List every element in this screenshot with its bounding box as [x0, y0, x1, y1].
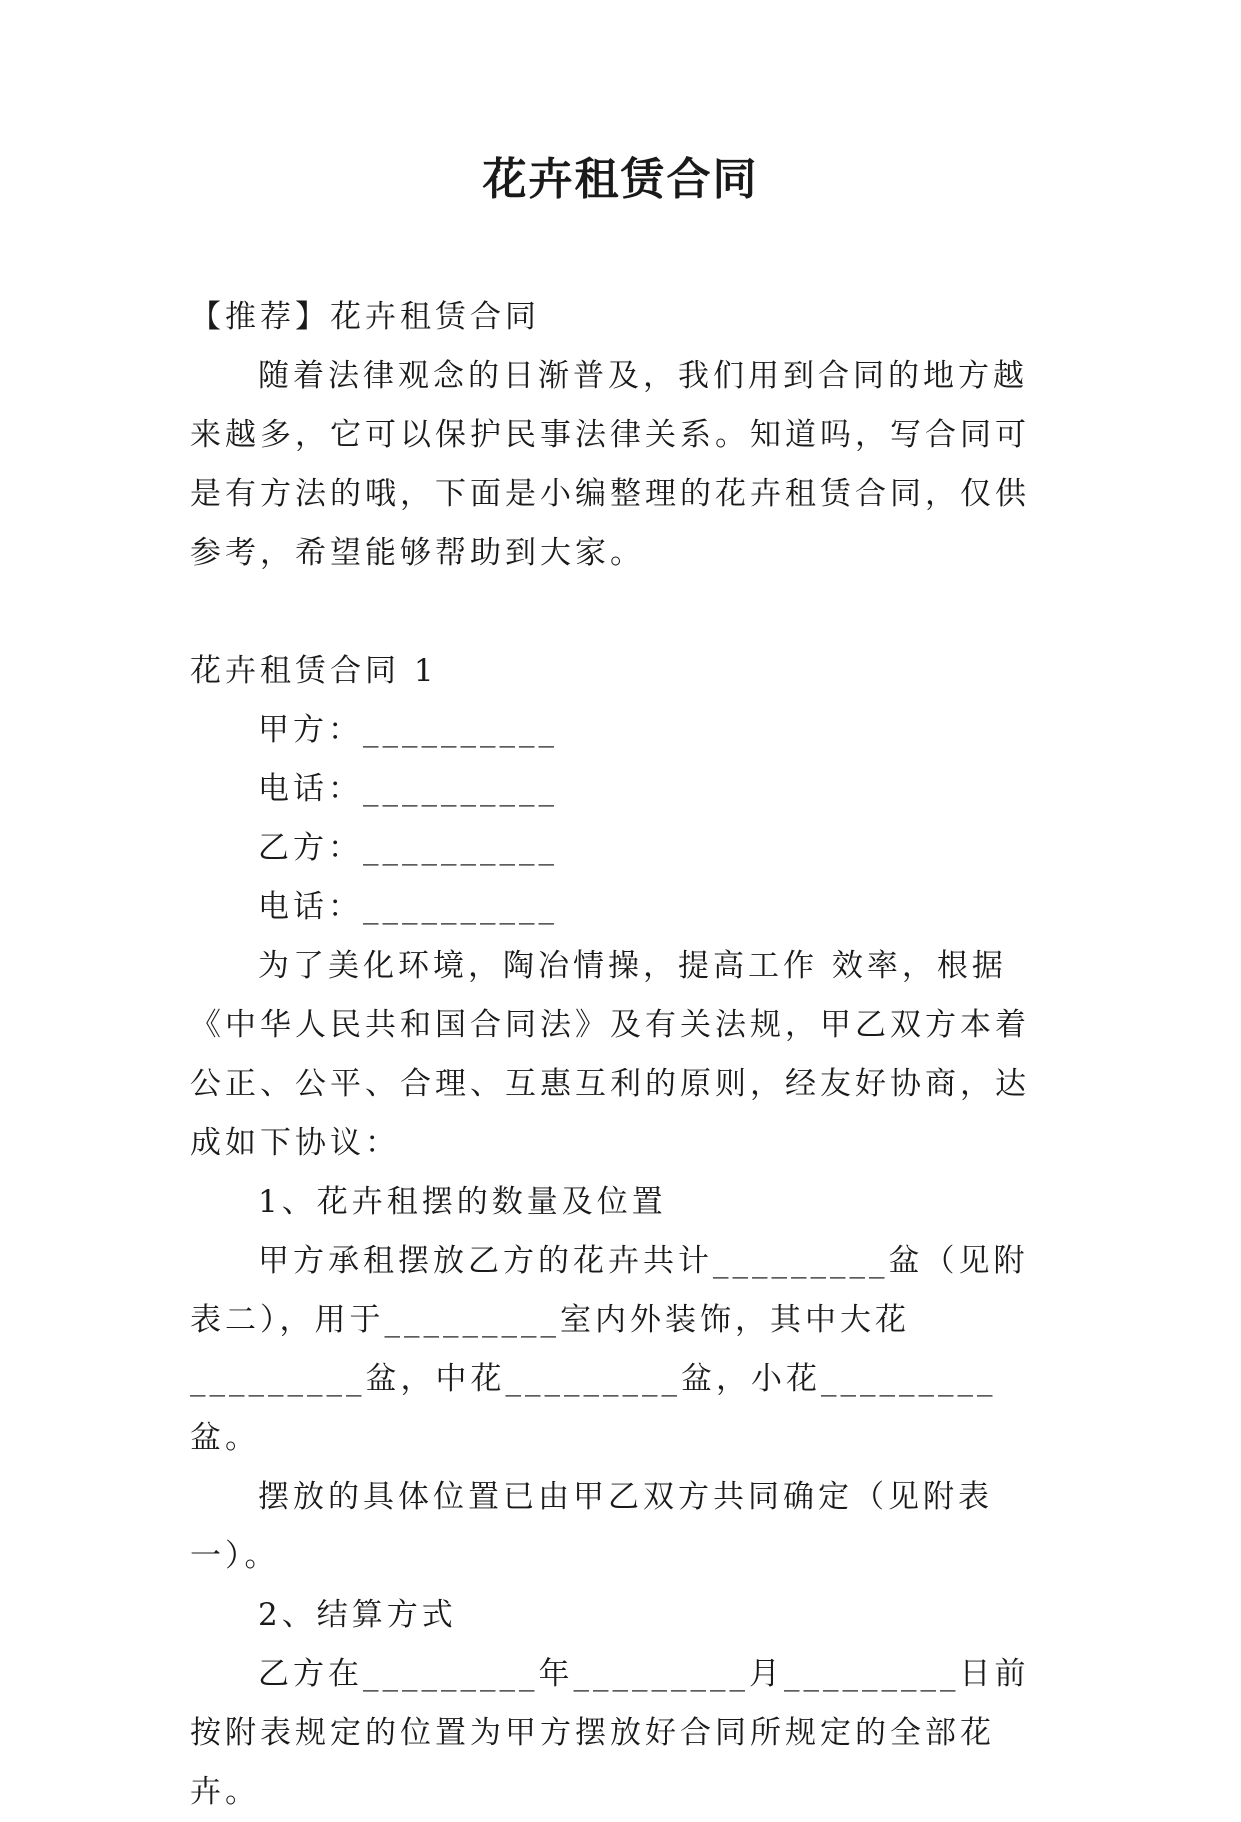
preamble-paragraph: 为了美化环境，陶冶情操，提高工作 效率，根据《中华人民共和国合同法》及有关法规，甲乙双方本着公正、公平、合理、互惠互利的原则，经友好协商，达成如下协议：: [190, 948, 1030, 1161]
party-a-line: 甲方：__________: [258, 712, 558, 748]
party-b-line: 乙方：__________: [258, 830, 558, 866]
recommend-line: 【推荐】花卉租赁合同: [190, 299, 540, 335]
paragraph-gap: [190, 583, 1062, 642]
section-2-title: 2、结算方式: [258, 1597, 457, 1633]
section-1-paragraph-2: 摆放的具体位置已由甲乙双方共同确定（见附表一）。: [190, 1479, 993, 1574]
phone-a-line: 电话：__________: [258, 771, 558, 807]
section-1-paragraph-1: 甲方承租摆放乙方的花卉共计_________盆（见附表二），用于_________室内外装饰，其中大花_________盆，中花_________盆，小花_________盆。: [190, 1243, 1029, 1456]
intro-paragraph: 随着法律观念的日渐普及，我们用到合同的地方越来越多，它可以保护民事法律关系。知道吗，写合同可是有方法的哦，下面是小编整理的花卉租赁合同，仅供参考，希望能够帮助到大家。: [190, 358, 1030, 571]
document-title: 花卉租赁合同: [482, 154, 759, 205]
document-body: [190, 288, 1062, 1822]
section-1-title: 1、花卉租摆的数量及位置: [258, 1184, 667, 1220]
phone-b-line: 电话：__________: [258, 889, 558, 925]
contract-heading: 花卉租赁合同 1: [190, 653, 438, 689]
section-2-paragraph-1: 乙方在_________年_________月_________日前按附表规定的位置为甲方摆放好合同所规定的全部花卉。: [190, 1656, 1030, 1810]
